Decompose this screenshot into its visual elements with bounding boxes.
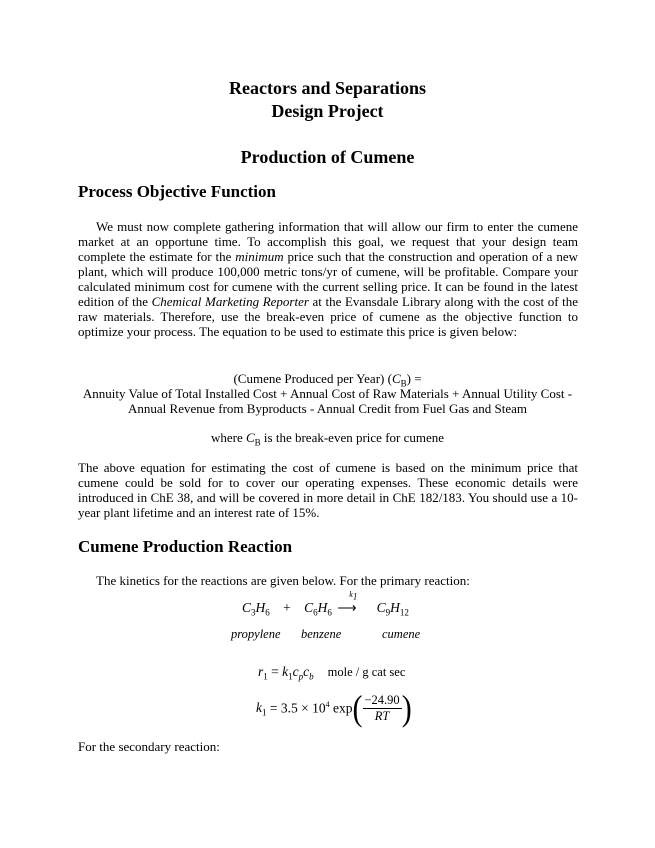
- reaction-arrow: $k_1$ ⟶: [337, 590, 358, 615]
- rate-equation: $r_1 = k_1c_pc_b$ mole / g cat sec: [258, 664, 406, 682]
- where-line: where $C_B$ is the break-even price for cumene: [210, 430, 445, 448]
- cost-paragraph: The above equation for estimating the cost of cumene is based on the minimum price that cumene could be sold for to cover our operating expenses. These economic details were introduced in ChE 38, and will be covered in more detail in ChE 182/183. You should use a 10-year plant lifetime and an interest rate of 15%.: [78, 460, 578, 520]
- reactant-label-benzene: benzene: [301, 627, 342, 641]
- section-heading-reaction: Cumene Production Reaction: [78, 537, 293, 556]
- equation-line-3: Annual Revenue from Byproducts - Annual Credit from Fuel Gas and Steam: [128, 401, 527, 416]
- product-label-cumene: cumene: [382, 627, 421, 641]
- secondary-reaction-intro: For the secondary reaction:: [78, 739, 220, 754]
- equation-line-2: Annuity Value of Total Installed Cost + Annual Cost of Raw Materials + Annual Utility Cost -: [82, 386, 573, 401]
- objective-paragraph: We must now complete gathering information that will allow our firm to enter the cumene market at an opportune time. To accomplish this goal, we request that your design team complete the estimate for the minimum price such that the construction and operation of a new plant, which will produce 100,000 metric tons/yr of cumene, will be profitable. Compare your calculated minimum cost for cumene with the current selling price. It can be found in the latest edition of the Chemical Marketing Reporter at the Evansdale Library along with the cost of the raw materials. Therefore, use the break-even price of cumene as the objective function to optimize your process. The equation to be used to estimate this price is given below:: [78, 219, 578, 339]
- document-subtitle: Production of Cumene: [240, 147, 415, 167]
- rate-constant-equation: $k_1$ = $3.5 \times 10^4$ exp ( −24.90 RT ): [256, 688, 412, 728]
- equation-line-1: (Cumene Produced per Year) $(C_B)$ =: [233, 371, 422, 389]
- title-line-2: Design Project: [271, 101, 384, 121]
- kinetics-intro: The kinetics for the reactions are given below. For the primary reaction:: [96, 573, 470, 588]
- title-line-1: Reactors and Separations: [229, 78, 426, 98]
- reactant-label-propylene: propylene: [231, 627, 281, 641]
- reaction-equation: $C_3H_6 + C_6H_6$ $k_1$ ⟶ $C_9H_{12}$: [242, 590, 409, 618]
- section-heading-objective: Process Objective Function: [78, 182, 276, 201]
